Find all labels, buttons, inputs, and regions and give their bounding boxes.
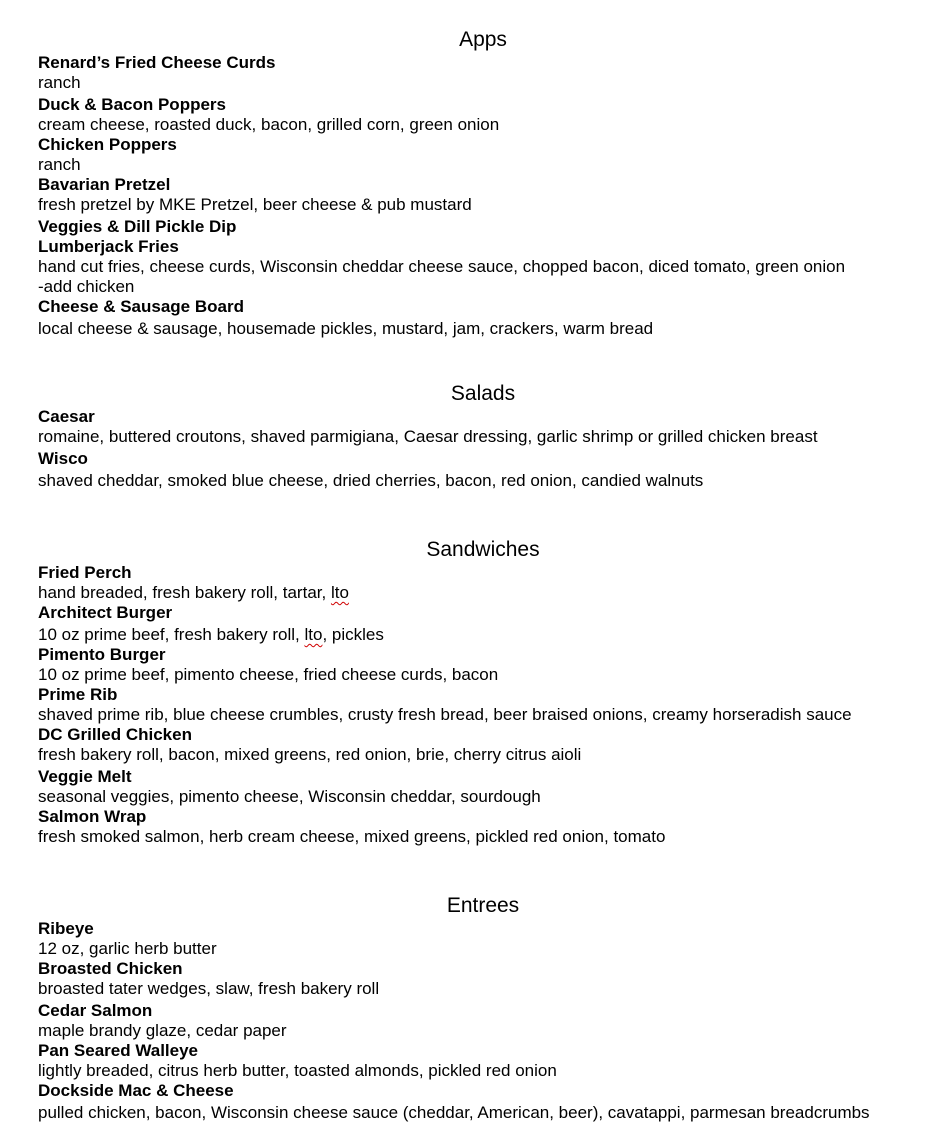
section-entrees [38,893,918,1123]
item-name: Caesar [38,407,95,426]
item-description: 10 oz prime beef, pimento cheese, fried cheese curds, bacon [38,665,499,684]
item-name: Pimento Burger [38,645,166,664]
item-name: Chicken Poppers [38,135,177,154]
item-name: Duck & Bacon Poppers [38,95,226,114]
item-description: 12 oz, garlic herb butter [38,939,217,958]
item-name: Ribeye [38,919,94,938]
spellcheck-flagged-word: lto [330,583,349,602]
menu-document [38,27,918,1123]
item-name: Dockside Mac & Cheese [38,1081,234,1100]
item-description [38,625,918,645]
item-name: Veggies & Dill Pickle Dip [38,217,237,236]
item-option: -add chicken [38,277,135,296]
item-description: hand cut fries, cheese curds, Wisconsin cheddar cheese sauce, chopped bacon, diced tomato, green onion [38,257,846,276]
item-description: shaved prime rib, blue cheese crumbles, crusty fresh bread, beer braised onions, creamy horseradish sauce [38,705,852,724]
item-description: romaine, buttered croutons, shaved parmigiana, Caesar dressing, garlic shrimp or grilled chicken breast [38,427,818,446]
item-name: Cedar Salmon [38,1001,153,1020]
item-name: Cheese & Sausage Board [38,297,244,316]
item-description: local cheese & sausage, housemade pickles, mustard, jam, crackers, warm bread [38,319,654,338]
item-name: Prime Rib [38,685,118,704]
spellcheck-flagged-word: lto [304,625,323,644]
section-sandwiches [38,537,918,847]
desc-text: , pickles [322,625,384,644]
desc-text: hand breaded, fresh bakery roll, tartar, [38,583,331,602]
desc-text: 10 oz prime beef, fresh bakery roll, [38,625,305,644]
item-description: lightly breaded, citrus herb butter, toasted almonds, pickled red onion [38,1061,557,1080]
section-title: Entrees [446,894,520,917]
item-description: fresh pretzel by MKE Pretzel, beer cheese & pub mustard [38,195,472,214]
item-description: fresh bakery roll, bacon, mixed greens, red onion, brie, cherry citrus aioli [38,745,582,764]
item-name: Salmon Wrap [38,807,147,826]
item-description: broasted tater wedges, slaw, fresh bakery roll [38,979,380,998]
item-description: cream cheese, roasted duck, bacon, grilled corn, green onion [38,115,500,134]
item-description: pulled chicken, bacon, Wisconsin cheese sauce (cheddar, American, beer), cavatappi, parmesan breadcrumbs [38,1103,870,1122]
section-salads [38,381,918,491]
item-name: Fried Perch [38,563,132,582]
item-name: Pan Seared Walleye [38,1041,199,1060]
item-name: Veggie Melt [38,767,132,786]
item-name: Renard’s Fried Cheese Curds [38,53,276,72]
section-spacer [38,847,918,893]
item-name: Architect Burger [38,603,173,622]
item-name: Lumberjack Fries [38,237,179,256]
section-title: Salads [450,382,516,405]
item-description: maple brandy glaze, cedar paper [38,1021,287,1040]
section-title: Sandwiches [426,538,540,561]
item-name: Broasted Chicken [38,959,183,978]
section-spacer [38,491,918,537]
section-apps [38,27,918,339]
section-title: Apps [459,28,507,51]
item-description: seasonal veggies, pimento cheese, Wisconsin cheddar, sourdough [38,787,541,806]
item-name: Wisco [38,449,88,468]
section-spacer [38,339,918,381]
item-name: DC Grilled Chicken [38,725,192,744]
item-description: shaved cheddar, smoked blue cheese, dried cherries, bacon, red onion, candied walnuts [38,471,704,490]
item-description [38,583,918,603]
item-name: Bavarian Pretzel [38,175,171,194]
item-description: ranch [38,73,81,92]
item-description: ranch [38,155,81,174]
item-description: fresh smoked salmon, herb cream cheese, mixed greens, pickled red onion, tomato [38,827,666,846]
